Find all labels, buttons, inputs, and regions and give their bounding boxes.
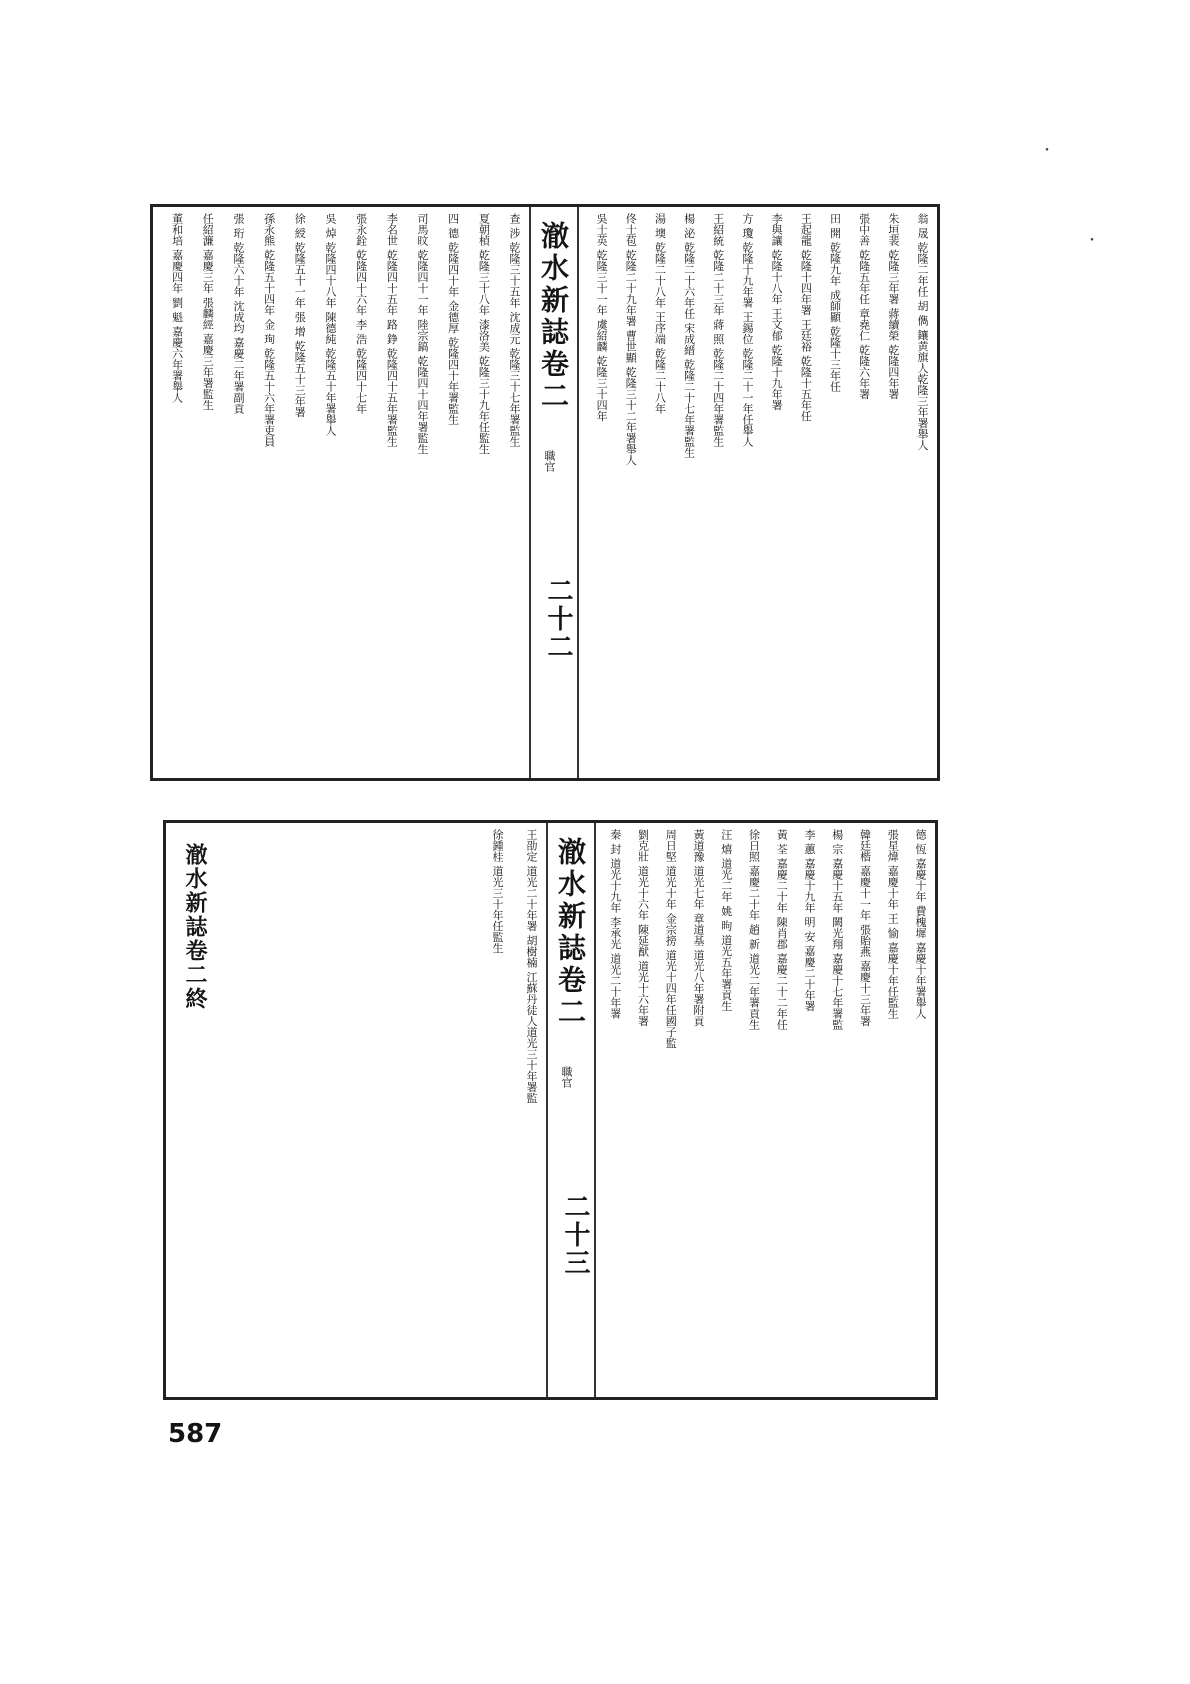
entry-column: 翁 晟 乾隆二年任 胡 儁 鑲黄旗人乾隆三年署舉人 xyxy=(916,213,929,451)
entry-column: 周日堅 道光十年 金宗搒 道光十四年任國子監 xyxy=(664,829,678,1049)
book-title: 澈水新誌卷二 xyxy=(554,837,587,1029)
entry-column: 秦 封 道光十九年 李承光 道光二十年署 xyxy=(608,829,622,1019)
section-label: 職官 xyxy=(560,1066,573,1088)
page-number: 587 xyxy=(168,1419,223,1449)
page-spine xyxy=(529,207,579,778)
entry-column: 四 德 乾隆四十年 金德厚 乾隆四十年署監生 xyxy=(446,213,460,425)
scan-mark: ・ xyxy=(1040,143,1054,159)
entry-column: 汪 熺 道光二年 姚 昫 道光五年署貢生 xyxy=(719,829,733,1012)
entry-column: 方 瓊 乾隆十九年署 王錫位 乾隆二十一年任舉人 xyxy=(740,213,754,447)
entry-column: 司馬旼 乾隆四十一年 陸宗鎬 乾隆四十四年署監生 xyxy=(415,213,429,455)
section-label: 職官 xyxy=(543,450,556,472)
entry-column: 王紹統 乾隆二十三年 蔣 照 乾隆二十四年署監生 xyxy=(711,213,725,447)
entry-column: 王劭定 道光二十年署 胡樹楠 江蘇丹徒人道光三十年署監 xyxy=(525,829,538,1104)
official-list xyxy=(583,213,933,772)
text-block-right xyxy=(583,213,933,772)
page-panel-top xyxy=(150,204,940,781)
scan-mark: ・ xyxy=(1085,233,1099,249)
entry-column: 王起龍 乾隆十四年署 王廷裕 乾隆十五年任 xyxy=(799,213,813,422)
entry-column: 吳士英 乾隆三十一年 虞紹麟 乾隆三十四年 xyxy=(595,213,609,422)
entry-column: 董和培 嘉慶四年 劉 魁 嘉慶六年署舉人 xyxy=(170,213,184,403)
entry-column: 夏朝楨 乾隆三十八年 漆洛美 乾隆三十九年任監生 xyxy=(477,213,491,455)
page-spine xyxy=(546,823,596,1397)
entry-column: 徐鍾桂 道光三十年任監生 xyxy=(491,829,504,954)
entry-column: 徐 綬 乾隆五十一年 張 增 乾隆五十三年署 xyxy=(293,213,307,418)
entry-column: 張永銓 乾隆四十六年 李 浩 乾隆四十七年 xyxy=(354,213,368,414)
entry-column: 德 恆 嘉慶十年 費槐墀 嘉慶十年署舉人 xyxy=(914,829,927,1019)
book-title: 澈水新誌卷二 xyxy=(537,221,570,413)
text-block-right xyxy=(598,829,931,1391)
entry-column: 黃 荃 嘉慶二十年 陳肖郡 嘉慶二十二年任 xyxy=(775,829,789,1030)
volume-end-title: 澈水新誌卷二終 xyxy=(182,843,208,1011)
entry-column: 楊 泌 乾隆二十六年任 宋成縉 乾隆二十七年署監生 xyxy=(682,213,696,458)
official-list xyxy=(598,829,931,1391)
entry-column: 田 開 乾隆九年 成師顯 乾隆十三年任 xyxy=(828,213,842,392)
official-list xyxy=(157,213,525,772)
entry-column: 李名世 乾隆四十五年 路 錚 乾隆四十五年署監生 xyxy=(385,213,399,447)
entry-column: 吳 焯 乾隆四十八年 陳德純 乾隆五十年署舉人 xyxy=(323,213,337,436)
entry-column: 黃道豫 道光七年 章道基 道光八年署附貢 xyxy=(692,829,705,1027)
entry-column: 張星煒 嘉慶十年 王 愉 嘉慶十年任監生 xyxy=(886,829,900,1019)
entry-column: 張 珩 乾隆六十年 沈成均 嘉慶二年署副貢 xyxy=(231,213,245,414)
entry-column: 李與讓 乾隆十八年 王文郁 乾隆十九年署 xyxy=(770,213,784,411)
entry-column: 徐日照 嘉慶二十年 趙 新 道光二年署貢生 xyxy=(747,829,761,1030)
entry-column: 劉克壯 道光十六年 陳延猷 道光十六年署 xyxy=(636,829,650,1027)
entry-column: 朱垣裴 乾隆三年署 蔣續榮 乾隆四年署 xyxy=(886,213,900,400)
entry-column: 張中善 乾隆五年任 章堯仁 乾隆六年署 xyxy=(857,213,871,400)
entry-column: 李 蕙 嘉慶十九年 明 安 嘉慶二十年署 xyxy=(803,829,816,1012)
folio-number: 二十三 xyxy=(560,1193,590,1277)
entry-column: 查 涉 乾隆三十五年 沈成元 乾隆三十七年署監生 xyxy=(508,213,521,447)
page-panel-bottom xyxy=(163,820,938,1400)
official-list xyxy=(170,829,542,1391)
text-block-left xyxy=(157,213,525,772)
entry-column: 孫永熊 乾隆五十四年 金 珣 乾隆五十六年署吏員 xyxy=(262,213,276,447)
text-block-left xyxy=(170,829,542,1391)
entry-column: 湯 墺 乾隆二十八年 王序端 乾隆二十八年 xyxy=(653,213,667,414)
entry-column: 楊 宗 嘉慶十五年 闕光翔 嘉慶十七年署監 xyxy=(830,829,844,1030)
entry-column: 任紹濂 嘉慶三年 張麟經 嘉慶三年署監生 xyxy=(201,213,215,411)
entry-column: 韓廷楷 嘉慶十一年 張貽燕 嘉慶十三年署 xyxy=(858,829,872,1027)
folio-number: 二十二 xyxy=(543,577,573,661)
entry-column: 佟士苞 乾隆二十九年署 曹世顯 乾隆三十二年署舉人 xyxy=(624,213,638,466)
